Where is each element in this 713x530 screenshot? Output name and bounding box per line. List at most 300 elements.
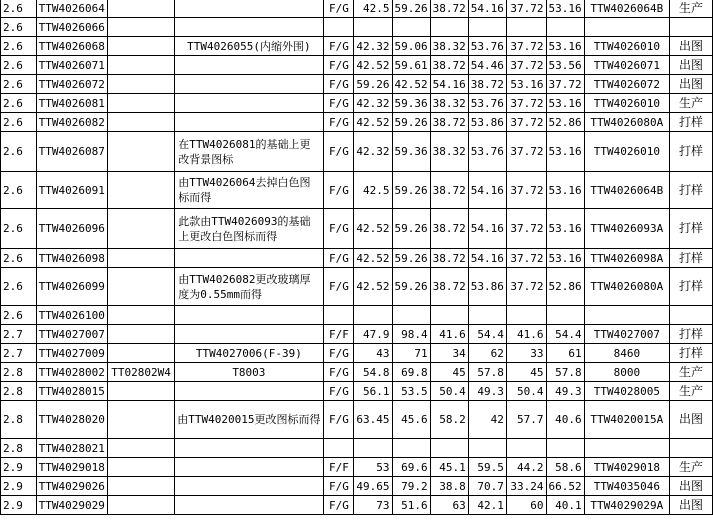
cell-level[interactable]: 2.6 xyxy=(1,56,37,75)
cell-note[interactable] xyxy=(175,249,323,268)
cell-alt-code[interactable] xyxy=(107,37,174,56)
cell-level[interactable]: 2.7 xyxy=(1,344,37,363)
cell-dim-3[interactable]: 34 xyxy=(430,344,468,363)
cell-type[interactable]: F/G xyxy=(323,363,354,382)
cell-reference[interactable]: TTW4026080A xyxy=(584,268,669,306)
cell-part-code[interactable]: TTW4028021 xyxy=(36,439,107,458)
cell-dim-3[interactable]: 38.32 xyxy=(430,132,468,172)
cell-part-code[interactable]: TTW4028020 xyxy=(36,401,107,439)
cell-level[interactable]: 2.8 xyxy=(1,363,37,382)
cell-dim-4[interactable]: 54.16 xyxy=(468,172,506,209)
cell-part-code[interactable]: TTW4026081 xyxy=(36,94,107,113)
cell-dim-6[interactable] xyxy=(546,306,584,325)
cell-dim-3[interactable]: 45 xyxy=(430,363,468,382)
cell-dim-6[interactable]: 61 xyxy=(546,344,584,363)
cell-dim-1[interactable]: 54.8 xyxy=(354,363,392,382)
cell-dim-3[interactable]: 38.72 xyxy=(430,0,468,18)
cell-dim-5[interactable] xyxy=(506,18,546,37)
cell-level[interactable]: 2.6 xyxy=(1,249,37,268)
cell-dim-2[interactable] xyxy=(392,18,430,37)
table-row xyxy=(1,113,713,132)
cell-alt-code[interactable] xyxy=(107,0,174,18)
cell-dim-1[interactable] xyxy=(354,18,392,37)
cell-note[interactable] xyxy=(175,496,323,515)
cell-dim-4[interactable]: 53.76 xyxy=(468,132,506,172)
cell-level[interactable]: 2.6 xyxy=(1,94,37,113)
cell-dim-5[interactable]: 53.16 xyxy=(506,75,546,94)
cell-note[interactable]: 此款由TTW4026093的基础上更改白色图标而得 xyxy=(175,209,323,249)
cell-level[interactable]: 2.7 xyxy=(1,325,37,344)
cell-status[interactable] xyxy=(670,306,713,325)
cell-dim-6[interactable]: 53.16 xyxy=(546,37,584,56)
cell-alt-code[interactable] xyxy=(107,306,174,325)
cell-dim-4[interactable]: 57.8 xyxy=(468,363,506,382)
cell-alt-code[interactable] xyxy=(107,113,174,132)
cell-dim-1[interactable]: 42.52 xyxy=(354,209,392,249)
cell-part-code[interactable]: TTW4026091 xyxy=(36,172,107,209)
table-row xyxy=(1,209,713,249)
cell-alt-code[interactable] xyxy=(107,458,174,477)
cell-dim-2[interactable]: 71 xyxy=(392,344,430,363)
cell-type[interactable]: F/G xyxy=(323,477,354,496)
cell-type[interactable]: F/G xyxy=(323,113,354,132)
cell-status[interactable]: 出图 xyxy=(670,496,713,515)
cell-dim-1[interactable] xyxy=(354,439,392,458)
cell-level[interactable]: 2.6 xyxy=(1,209,37,249)
cell-reference[interactable] xyxy=(584,439,669,458)
cell-type[interactable]: F/F xyxy=(323,458,354,477)
cell-reference[interactable]: TTW4029029A xyxy=(584,496,669,515)
cell-dim-1[interactable]: 56.1 xyxy=(354,382,392,401)
cell-type[interactable]: F/G xyxy=(323,56,354,75)
cell-dim-2[interactable]: 53.5 xyxy=(392,382,430,401)
cell-dim-4[interactable]: 54.46 xyxy=(468,56,506,75)
table-row xyxy=(1,268,713,306)
cell-dim-4[interactable]: 53.86 xyxy=(468,113,506,132)
cell-dim-2[interactable]: 69.6 xyxy=(392,458,430,477)
cell-dim-6[interactable]: 53.16 xyxy=(546,249,584,268)
cell-dim-6[interactable]: 40.1 xyxy=(546,496,584,515)
cell-dim-5[interactable]: 33.24 xyxy=(506,477,546,496)
cell-part-code[interactable]: TTW4029018 xyxy=(36,458,107,477)
cell-dim-5[interactable]: 57.7 xyxy=(506,401,546,439)
cell-level[interactable]: 2.6 xyxy=(1,37,37,56)
table-row xyxy=(1,306,713,325)
cell-dim-1[interactable]: 42.52 xyxy=(354,113,392,132)
cell-dim-3[interactable]: 38.32 xyxy=(430,94,468,113)
cell-dim-6[interactable]: 40.6 xyxy=(546,401,584,439)
cell-dim-5[interactable]: 37.72 xyxy=(506,249,546,268)
cell-type[interactable]: F/G xyxy=(323,268,354,306)
cell-alt-code[interactable] xyxy=(107,18,174,37)
table-row xyxy=(1,344,713,363)
table-row xyxy=(1,477,713,496)
cell-reference[interactable] xyxy=(584,306,669,325)
cell-dim-4[interactable]: 70.7 xyxy=(468,477,506,496)
cell-alt-code[interactable] xyxy=(107,401,174,439)
cell-reference[interactable]: TTW4026080A xyxy=(584,113,669,132)
cell-dim-2[interactable]: 79.2 xyxy=(392,477,430,496)
cell-status[interactable]: 出图 xyxy=(670,75,713,94)
cell-note[interactable] xyxy=(175,113,323,132)
cell-dim-3[interactable]: 50.4 xyxy=(430,382,468,401)
table-row xyxy=(1,75,713,94)
cell-dim-2[interactable]: 59.06 xyxy=(392,37,430,56)
cell-status[interactable]: 出图 xyxy=(670,56,713,75)
cell-dim-5[interactable] xyxy=(506,439,546,458)
cell-dim-5[interactable]: 37.72 xyxy=(506,56,546,75)
cell-alt-code[interactable] xyxy=(107,496,174,515)
cell-dim-1[interactable]: 59.26 xyxy=(354,75,392,94)
cell-status[interactable]: 出图 xyxy=(670,401,713,439)
cell-reference[interactable]: TTW4035046 xyxy=(584,477,669,496)
cell-dim-6[interactable] xyxy=(546,18,584,37)
cell-type[interactable]: F/G xyxy=(323,496,354,515)
cell-dim-4[interactable]: 53.86 xyxy=(468,268,506,306)
cell-type[interactable]: F/G xyxy=(323,401,354,439)
cell-alt-code[interactable] xyxy=(107,439,174,458)
cell-alt-code[interactable] xyxy=(107,325,174,344)
cell-dim-3[interactable]: 38.72 xyxy=(430,113,468,132)
cell-reference[interactable]: TTW4026064B xyxy=(584,172,669,209)
cell-dim-6[interactable]: 58.6 xyxy=(546,458,584,477)
cell-status[interactable]: 生产 xyxy=(670,363,713,382)
table-row xyxy=(1,458,713,477)
cell-type[interactable]: F/G xyxy=(323,0,354,18)
cell-dim-5[interactable]: 33 xyxy=(506,344,546,363)
cell-status[interactable]: 打样 xyxy=(670,268,713,306)
cell-dim-1[interactable]: 53 xyxy=(354,458,392,477)
cell-dim-2[interactable]: 42.52 xyxy=(392,75,430,94)
cell-type[interactable]: F/G xyxy=(323,172,354,209)
cell-reference[interactable]: TTW4026010 xyxy=(584,132,669,172)
cell-note[interactable] xyxy=(175,382,323,401)
cell-level[interactable]: 2.8 xyxy=(1,401,37,439)
cell-dim-4[interactable] xyxy=(468,306,506,325)
cell-part-code[interactable]: TTW4026064 xyxy=(36,0,107,18)
cell-type[interactable] xyxy=(323,439,354,458)
cell-dim-2[interactable]: 59.61 xyxy=(392,56,430,75)
cell-dim-5[interactable]: 37.72 xyxy=(506,37,546,56)
cell-dim-4[interactable]: 53.76 xyxy=(468,94,506,113)
cell-dim-1[interactable]: 42.32 xyxy=(354,132,392,172)
cell-status[interactable]: 出图 xyxy=(670,37,713,56)
cell-part-code[interactable]: TTW4026087 xyxy=(36,132,107,172)
table-row xyxy=(1,132,713,172)
cell-dim-4[interactable]: 59.5 xyxy=(468,458,506,477)
cell-dim-1[interactable]: 47.9 xyxy=(354,325,392,344)
cell-dim-2[interactable]: 51.6 xyxy=(392,496,430,515)
cell-level[interactable]: 2.6 xyxy=(1,75,37,94)
cell-level[interactable]: 2.6 xyxy=(1,113,37,132)
cell-note[interactable] xyxy=(175,306,323,325)
cell-reference[interactable] xyxy=(584,18,669,37)
cell-dim-5[interactable]: 44.2 xyxy=(506,458,546,477)
cell-alt-code[interactable] xyxy=(107,75,174,94)
cell-dim-5[interactable]: 50.4 xyxy=(506,382,546,401)
cell-type[interactable]: F/G xyxy=(323,249,354,268)
cell-dim-3[interactable]: 58.2 xyxy=(430,401,468,439)
cell-level[interactable]: 2.8 xyxy=(1,382,37,401)
cell-level[interactable]: 2.9 xyxy=(1,477,37,496)
cell-dim-2[interactable]: 59.26 xyxy=(392,268,430,306)
cell-dim-3[interactable]: 54.16 xyxy=(430,75,468,94)
cell-part-code[interactable]: TTW4027009 xyxy=(36,344,107,363)
cell-level[interactable]: 2.9 xyxy=(1,458,37,477)
cell-reference[interactable]: TTW4026098A xyxy=(584,249,669,268)
cell-dim-5[interactable]: 41.6 xyxy=(506,325,546,344)
cell-reference[interactable]: TTW4020015A xyxy=(584,401,669,439)
cell-dim-2[interactable]: 59.26 xyxy=(392,113,430,132)
cell-dim-1[interactable]: 42.52 xyxy=(354,249,392,268)
cell-level[interactable]: 2.6 xyxy=(1,306,37,325)
cell-dim-3[interactable] xyxy=(430,18,468,37)
cell-status[interactable]: 出图 xyxy=(670,477,713,496)
cell-note[interactable] xyxy=(175,458,323,477)
cell-dim-4[interactable]: 42.1 xyxy=(468,496,506,515)
cell-part-code[interactable]: TTW4026072 xyxy=(36,75,107,94)
cell-reference[interactable]: TTW4026010 xyxy=(584,37,669,56)
cell-status[interactable]: 生产 xyxy=(670,0,713,18)
cell-dim-6[interactable]: 53.16 xyxy=(546,209,584,249)
cell-level[interactable]: 2.8 xyxy=(1,439,37,458)
cell-alt-code[interactable] xyxy=(107,209,174,249)
cell-dim-2[interactable]: 59.26 xyxy=(392,249,430,268)
cell-dim-3[interactable]: 38.32 xyxy=(430,37,468,56)
cell-note[interactable] xyxy=(175,0,323,18)
cell-reference[interactable]: TTW4026064B xyxy=(584,0,669,18)
cell-part-code[interactable]: TTW4029026 xyxy=(36,477,107,496)
cell-dim-6[interactable] xyxy=(546,439,584,458)
cell-dim-6[interactable]: 52.86 xyxy=(546,113,584,132)
cell-reference[interactable]: TTW4027007 xyxy=(584,325,669,344)
cell-dim-5[interactable]: 60 xyxy=(506,496,546,515)
cell-dim-3[interactable]: 38.72 xyxy=(430,172,468,209)
cell-alt-code[interactable] xyxy=(107,56,174,75)
cell-type[interactable]: F/G xyxy=(323,382,354,401)
cell-alt-code[interactable] xyxy=(107,94,174,113)
cell-reference[interactable]: 8460 xyxy=(584,344,669,363)
cell-status[interactable]: 打样 xyxy=(670,113,713,132)
cell-dim-4[interactable] xyxy=(468,439,506,458)
cell-status[interactable]: 打样 xyxy=(670,209,713,249)
cell-note[interactable]: 在TTW4026081的基础上更改背景图标 xyxy=(175,132,323,172)
cell-alt-code[interactable] xyxy=(107,249,174,268)
cell-note[interactable] xyxy=(175,75,323,94)
cell-note[interactable] xyxy=(175,439,323,458)
cell-dim-5[interactable]: 37.72 xyxy=(506,132,546,172)
cell-dim-1[interactable]: 42.32 xyxy=(354,94,392,113)
cell-dim-5[interactable]: 37.72 xyxy=(506,209,546,249)
cell-reference[interactable]: 8000 xyxy=(584,363,669,382)
cell-part-code[interactable]: TTW4026068 xyxy=(36,37,107,56)
cell-part-code[interactable]: TTW4026082 xyxy=(36,113,107,132)
cell-dim-2[interactable]: 59.26 xyxy=(392,0,430,18)
cell-dim-1[interactable]: 42.52 xyxy=(354,268,392,306)
cell-alt-code[interactable] xyxy=(107,344,174,363)
cell-part-code[interactable]: TTW4027007 xyxy=(36,325,107,344)
cell-dim-6[interactable]: 53.56 xyxy=(546,56,584,75)
cell-dim-4[interactable]: 54.16 xyxy=(468,0,506,18)
cell-dim-4[interactable]: 42 xyxy=(468,401,506,439)
cell-dim-4[interactable]: 53.76 xyxy=(468,37,506,56)
cell-level[interactable]: 2.6 xyxy=(1,0,37,18)
cell-part-code[interactable]: TTW4026100 xyxy=(36,306,107,325)
cell-reference[interactable]: TTW4026093A xyxy=(584,209,669,249)
cell-dim-1[interactable]: 42.32 xyxy=(354,37,392,56)
cell-dim-3[interactable] xyxy=(430,439,468,458)
table-row xyxy=(1,325,713,344)
cell-dim-3[interactable] xyxy=(430,306,468,325)
cell-dim-3[interactable]: 38.72 xyxy=(430,268,468,306)
cell-level[interactable]: 2.6 xyxy=(1,132,37,172)
cell-dim-6[interactable]: 57.8 xyxy=(546,363,584,382)
cell-dim-2[interactable] xyxy=(392,439,430,458)
cell-dim-6[interactable]: 53.16 xyxy=(546,172,584,209)
cell-dim-4[interactable]: 54.4 xyxy=(468,325,506,344)
cell-alt-code[interactable] xyxy=(107,132,174,172)
cell-dim-6[interactable]: 53.16 xyxy=(546,0,584,18)
table-row xyxy=(1,382,713,401)
cell-status[interactable]: 生产 xyxy=(670,458,713,477)
cell-dim-3[interactable]: 63 xyxy=(430,496,468,515)
cell-note[interactable]: 由TTW4026082更改玻璃厚度为0.55mm而得 xyxy=(175,268,323,306)
cell-dim-2[interactable]: 59.36 xyxy=(392,94,430,113)
cell-note[interactable]: 由TTW4020015更改图标而得 xyxy=(175,401,323,439)
cell-part-code[interactable]: TTW4028015 xyxy=(36,382,107,401)
cell-dim-1[interactable]: 43 xyxy=(354,344,392,363)
cell-status[interactable] xyxy=(670,18,713,37)
cell-dim-5[interactable]: 37.72 xyxy=(506,268,546,306)
cell-dim-5[interactable]: 37.72 xyxy=(506,94,546,113)
cell-dim-2[interactable]: 98.4 xyxy=(392,325,430,344)
cell-dim-2[interactable]: 69.8 xyxy=(392,363,430,382)
cell-dim-1[interactable]: 42.52 xyxy=(354,56,392,75)
table-row xyxy=(1,56,713,75)
cell-part-code[interactable]: TTW4028002 xyxy=(36,363,107,382)
table-body xyxy=(1,0,713,515)
cell-note[interactable] xyxy=(175,477,323,496)
cell-dim-5[interactable]: 45 xyxy=(506,363,546,382)
cell-dim-4[interactable]: 38.72 xyxy=(468,75,506,94)
cell-dim-1[interactable]: 63.45 xyxy=(354,401,392,439)
cell-type[interactable] xyxy=(323,18,354,37)
cell-part-code[interactable]: TTW4026096 xyxy=(36,209,107,249)
cell-dim-4[interactable]: 49.3 xyxy=(468,382,506,401)
cell-dim-1[interactable]: 42.5 xyxy=(354,172,392,209)
cell-status[interactable]: 打样 xyxy=(670,344,713,363)
table-row xyxy=(1,172,713,209)
cell-dim-6[interactable]: 54.4 xyxy=(546,325,584,344)
cell-level[interactable]: 2.6 xyxy=(1,268,37,306)
cell-type[interactable]: F/G xyxy=(323,209,354,249)
cell-dim-2[interactable]: 45.6 xyxy=(392,401,430,439)
cell-status[interactable]: 打样 xyxy=(670,132,713,172)
cell-reference[interactable]: TTW4026072 xyxy=(584,75,669,94)
cell-dim-3[interactable]: 45.1 xyxy=(430,458,468,477)
cell-status[interactable]: 打样 xyxy=(670,172,713,209)
cell-level[interactable]: 2.9 xyxy=(1,496,37,515)
cell-note[interactable]: TTW4027006(F-39) xyxy=(175,344,323,363)
cell-alt-code[interactable] xyxy=(107,477,174,496)
cell-status[interactable] xyxy=(670,439,713,458)
cell-dim-4[interactable] xyxy=(468,18,506,37)
cell-note[interactable]: T8003 xyxy=(175,363,323,382)
cell-type[interactable]: F/G xyxy=(323,75,354,94)
cell-note[interactable] xyxy=(175,94,323,113)
cell-dim-5[interactable] xyxy=(506,306,546,325)
cell-reference[interactable]: TTW4029018 xyxy=(584,458,669,477)
cell-dim-6[interactable]: 53.16 xyxy=(546,132,584,172)
cell-dim-4[interactable]: 54.16 xyxy=(468,249,506,268)
cell-dim-6[interactable]: 66.52 xyxy=(546,477,584,496)
cell-dim-3[interactable]: 41.6 xyxy=(430,325,468,344)
cell-dim-5[interactable]: 37.72 xyxy=(506,0,546,18)
cell-dim-3[interactable]: 38.72 xyxy=(430,56,468,75)
cell-note[interactable] xyxy=(175,325,323,344)
cell-dim-5[interactable]: 37.72 xyxy=(506,113,546,132)
cell-dim-5[interactable]: 37.72 xyxy=(506,172,546,209)
cell-dim-1[interactable]: 49.65 xyxy=(354,477,392,496)
cell-dim-6[interactable]: 53.16 xyxy=(546,94,584,113)
cell-type[interactable]: F/G xyxy=(323,344,354,363)
cell-alt-code[interactable] xyxy=(107,382,174,401)
cell-dim-6[interactable]: 37.72 xyxy=(546,75,584,94)
cell-type[interactable] xyxy=(323,306,354,325)
cell-part-code[interactable]: TTW4029029 xyxy=(36,496,107,515)
cell-dim-4[interactable]: 62 xyxy=(468,344,506,363)
cell-note[interactable]: 由TTW4026064去掉白色图标而得 xyxy=(175,172,323,209)
cell-level[interactable]: 2.6 xyxy=(1,172,37,209)
cell-part-code[interactable]: TTW4026066 xyxy=(36,18,107,37)
cell-dim-1[interactable]: 73 xyxy=(354,496,392,515)
cell-type[interactable]: F/G xyxy=(323,132,354,172)
cell-note[interactable]: TTW4026055(内缩外围) xyxy=(175,37,323,56)
cell-note[interactable] xyxy=(175,18,323,37)
cell-dim-3[interactable]: 38.8 xyxy=(430,477,468,496)
cell-dim-2[interactable]: 59.36 xyxy=(392,132,430,172)
cell-alt-code[interactable] xyxy=(107,172,174,209)
cell-type[interactable]: F/G xyxy=(323,94,354,113)
cell-alt-code[interactable]: TT02802W4 xyxy=(107,363,174,382)
cell-dim-2[interactable]: 59.26 xyxy=(392,172,430,209)
cell-status[interactable]: 生产 xyxy=(670,382,713,401)
cell-dim-1[interactable]: 42.5 xyxy=(354,0,392,18)
cell-part-code[interactable]: TTW4026071 xyxy=(36,56,107,75)
cell-part-code[interactable]: TTW4026099 xyxy=(36,268,107,306)
cell-dim-3[interactable]: 38.72 xyxy=(430,249,468,268)
cell-reference[interactable]: TTW4026071 xyxy=(584,56,669,75)
cell-dim-1[interactable] xyxy=(354,306,392,325)
cell-dim-6[interactable]: 52.86 xyxy=(546,268,584,306)
cell-status[interactable]: 生产 xyxy=(670,94,713,113)
cell-status[interactable]: 打样 xyxy=(670,249,713,268)
cell-alt-code[interactable] xyxy=(107,268,174,306)
cell-dim-3[interactable]: 38.72 xyxy=(430,209,468,249)
cell-level[interactable]: 2.6 xyxy=(1,18,37,37)
cell-type[interactable]: F/F xyxy=(323,325,354,344)
cell-part-code[interactable]: TTW4026098 xyxy=(36,249,107,268)
cell-status[interactable]: 打样 xyxy=(670,325,713,344)
cell-dim-2[interactable]: 59.26 xyxy=(392,209,430,249)
cell-dim-4[interactable]: 54.16 xyxy=(468,209,506,249)
cell-type[interactable]: F/G xyxy=(323,37,354,56)
cell-note[interactable] xyxy=(175,56,323,75)
cell-dim-2[interactable] xyxy=(392,306,430,325)
cell-reference[interactable]: TTW4026010 xyxy=(584,94,669,113)
cell-dim-6[interactable]: 49.3 xyxy=(546,382,584,401)
cell-reference[interactable]: TTW4028005 xyxy=(584,382,669,401)
